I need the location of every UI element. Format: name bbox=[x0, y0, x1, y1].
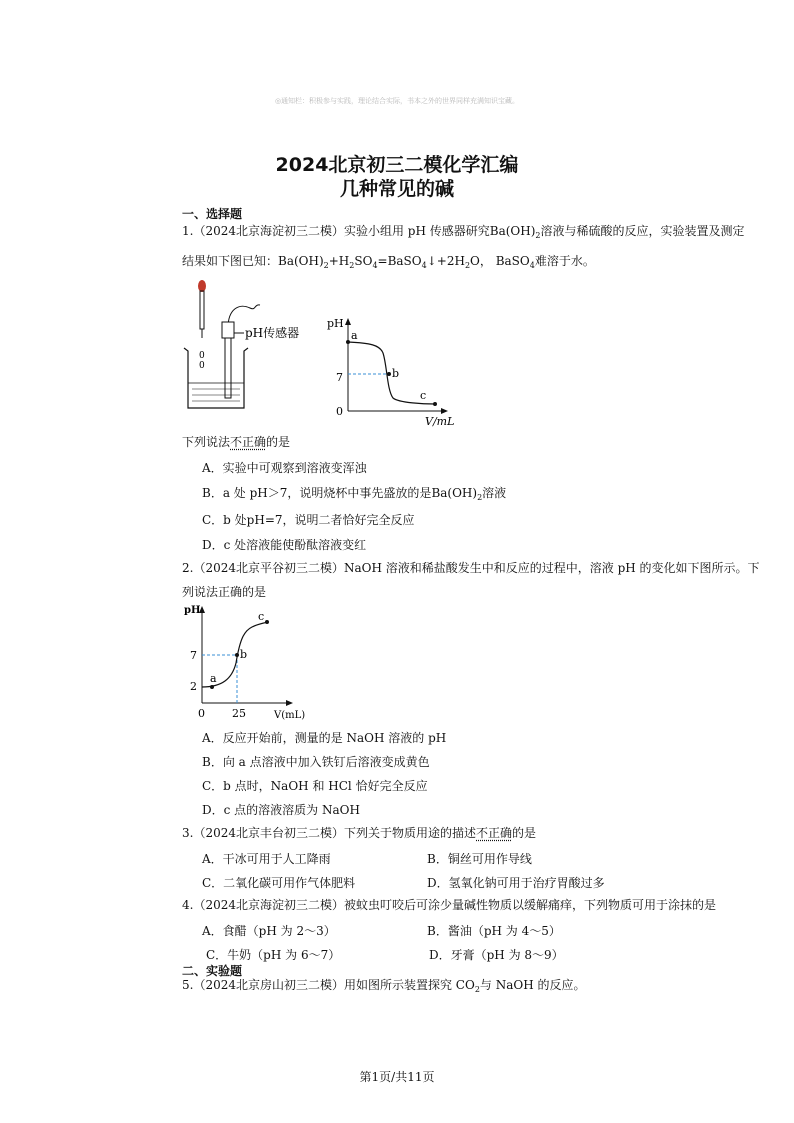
tick-7: 7 bbox=[336, 371, 343, 384]
tick-7: 7 bbox=[190, 649, 197, 662]
doc-title: 2024北京初三二模化学汇编 bbox=[275, 154, 519, 176]
doc-subtitle: 几种常见的碱 bbox=[339, 178, 454, 200]
point-b bbox=[235, 653, 239, 657]
y-axis-label: pH bbox=[327, 317, 344, 330]
page-footer: 第1页/共11页 bbox=[359, 1070, 435, 1084]
q4-stem: 4.（2024北京海淀初三二模）被蚊虫叮咬后可涂少量碱性物质以缓解痛痒，下列物质可用于涂抹的是 bbox=[182, 898, 716, 912]
y-axis-label: pH bbox=[184, 605, 201, 616]
sensor-label: pH传感器 bbox=[245, 326, 300, 340]
point-a bbox=[210, 685, 214, 689]
label-b: b bbox=[392, 367, 400, 380]
q4-option-a: A．食醋（pH 为 2～3） bbox=[202, 924, 336, 938]
point-c bbox=[265, 620, 269, 624]
q1-option-d: D．c 处溶液能使酚酞溶液变红 bbox=[202, 538, 367, 552]
q1-ph-graph bbox=[325, 315, 465, 430]
section-choice: 一、选择题 bbox=[182, 207, 243, 221]
q1-apparatus-figure bbox=[180, 278, 320, 413]
q1-option-b: B．a 处 pH＞7，说明烧杯中事先盛放的是$Ba(OH)_2$溶液 bbox=[202, 486, 507, 502]
x-axis-label: V(mL) bbox=[274, 710, 306, 721]
q4-option-b: B．酱油（pH 为 4～5） bbox=[427, 924, 561, 938]
point-c bbox=[433, 402, 437, 406]
section-experiment: 二、实验题 bbox=[182, 964, 243, 978]
q2-line1: 2.（2024北京平谷初三二模）NaOH 溶液和稀盐酸发生中和反应的过程中，溶液 pH 的变化如下图所示。下 bbox=[182, 561, 760, 575]
q2-option-c: C．b 点时，NaOH 和 HCl 恰好完全反应 bbox=[202, 779, 428, 793]
origin-label: 0 bbox=[336, 405, 343, 418]
origin-label: 0 bbox=[198, 707, 205, 720]
q4-option-d: D．牙膏（pH 为 8～9） bbox=[429, 948, 564, 962]
label-b: b bbox=[240, 648, 248, 661]
svg-text:0: 0 bbox=[199, 351, 205, 361]
q1-option-a: A．实验中可观察到溶液变浑浊 bbox=[202, 461, 367, 475]
x-axis-label: V/mL bbox=[425, 415, 455, 428]
q3-stem: 3.（2024北京丰台初三二模）下列关于物质用途的描述不正确的是 bbox=[182, 826, 537, 840]
q3-option-d: D．氢氧化钠可用于治疗胃酸过多 bbox=[427, 876, 605, 890]
q1-stem: 下列说法不正确的是 bbox=[182, 435, 291, 449]
label-a: a bbox=[210, 672, 217, 685]
q3-option-c: C．二氧化碳可用作气体肥料 bbox=[202, 876, 356, 890]
q1-line2: 结果如下图已知：$Ba(OH)_2+H_2SO_4=BaSO_4↓+2H_2O$， BaSO$_4$难溶于水。 bbox=[182, 254, 595, 270]
svg-text:0: 0 bbox=[199, 361, 205, 371]
label-a: a bbox=[351, 329, 358, 342]
q2-ph-graph bbox=[182, 603, 312, 723]
q2-line2: 列说法正确的是 bbox=[182, 585, 267, 599]
point-a bbox=[346, 340, 350, 344]
label-c: c bbox=[420, 389, 427, 402]
label-c: c bbox=[258, 610, 265, 623]
q1-option-c: C．b 处pH=7，说明二者恰好完全反应 bbox=[202, 513, 415, 527]
q2-option-d: D．c 点的溶液溶质为 NaOH bbox=[202, 803, 360, 817]
q3-option-b: B．铜丝可用作导线 bbox=[427, 852, 532, 866]
tick-2: 2 bbox=[190, 680, 197, 693]
q2-option-b: B．向 a 点溶液中加入铁钉后溶液变成黄色 bbox=[202, 755, 430, 769]
ph-sensor-icon bbox=[222, 322, 244, 398]
q1-line1: 1.（2024北京海淀初三二模）实验小组用 pH 传感器研究$Ba(OH)_2$溶液与稀硫酸的反应，实验装置及测定 bbox=[182, 224, 745, 240]
beaker-icon bbox=[184, 348, 248, 408]
q3-option-a: A．干冰可用于人工降雨 bbox=[202, 852, 331, 866]
q5-stem: 5.（2024北京房山初三二模）用如图所示装置探究 $CO_2$与 NaOH 的反应。 bbox=[182, 978, 586, 994]
q4-option-c: C．牛奶（pH 为 6～7） bbox=[206, 948, 341, 962]
tick-25: 25 bbox=[232, 707, 246, 720]
header-note: ◎通知栏：积极参与实践，理论结合实际，书本之外的世界同样充满知识宝藏。 bbox=[274, 97, 520, 105]
dropper-icon bbox=[198, 280, 206, 338]
q2-option-a: A．反应开始前，测量的是 NaOH 溶液的 pH bbox=[202, 731, 447, 745]
point-b bbox=[387, 372, 391, 376]
